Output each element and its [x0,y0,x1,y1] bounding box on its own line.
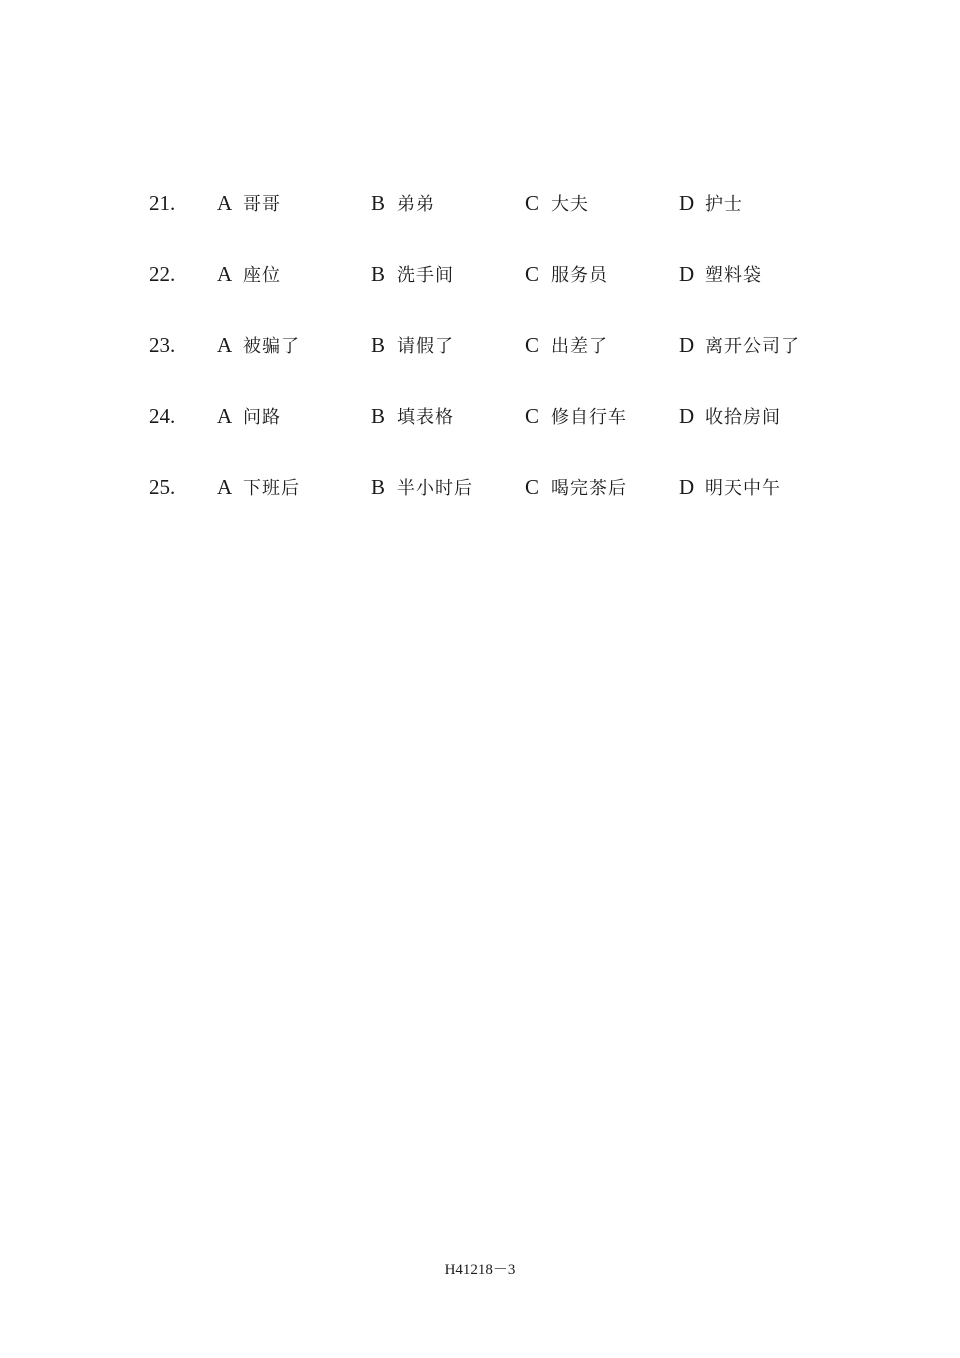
option-letter: C [525,262,540,286]
option-d [679,467,781,507]
option-d [679,325,800,365]
option-b [371,396,454,436]
option-letter: A [217,333,233,357]
question-number: 25. [149,475,176,499]
option-text: 出差了 [551,336,608,357]
option-text: 请假了 [397,336,454,357]
option-text: 洗手间 [397,265,454,286]
option-c [525,467,627,507]
question-row-23 [0,325,960,365]
option-letter: C [525,475,540,499]
question-row-24 [0,396,960,436]
option-letter: A [217,262,233,286]
option-letter: A [217,475,233,499]
option-text: 被骗了 [243,336,300,357]
option-text: 护士 [705,194,743,215]
option-text: 座位 [243,265,281,286]
option-text: 填表格 [397,407,454,428]
option-text: 下班后 [243,478,300,499]
option-text: 塑料袋 [705,265,762,286]
question-row-25 [0,467,960,507]
option-letter: A [217,191,233,215]
option-a [217,183,281,223]
option-letter: C [525,404,540,428]
option-b [371,467,473,507]
option-a [217,467,300,507]
option-text: 收拾房间 [705,407,781,428]
option-letter: D [679,475,695,499]
question-number: 24. [149,404,176,428]
option-letter: A [217,404,233,428]
option-d [679,396,781,436]
option-text: 问路 [243,407,281,428]
option-text: 服务员 [551,265,608,286]
option-text: 半小时后 [397,478,473,499]
option-d [679,254,762,294]
option-d [679,183,743,223]
option-letter: D [679,262,695,286]
question-row-21 [0,183,960,223]
option-letter: B [371,262,386,286]
option-c [525,183,589,223]
option-a [217,325,300,365]
option-text: 弟弟 [397,194,435,215]
option-letter: D [679,404,695,428]
page-footer-code: H41218－3 [444,1262,516,1278]
option-letter: C [525,191,540,215]
option-a [217,254,281,294]
option-a [217,396,281,436]
option-text: 喝完茶后 [551,478,627,499]
option-c [525,254,608,294]
question-number: 23. [149,333,176,357]
question-row-22 [0,254,960,294]
option-text: 明天中午 [705,478,781,499]
option-letter: B [371,475,386,499]
option-text: 哥哥 [243,194,281,215]
option-letter: B [371,333,386,357]
option-letter: D [679,191,695,215]
option-letter: D [679,333,695,357]
option-letter: B [371,191,386,215]
option-text: 离开公司了 [705,336,800,357]
option-c [525,325,608,365]
option-b [371,254,454,294]
option-b [371,325,454,365]
question-number: 21. [149,191,176,215]
option-letter: B [371,404,386,428]
option-c [525,396,627,436]
question-number: 22. [149,262,176,286]
option-b [371,183,435,223]
option-text: 大夫 [551,194,589,215]
option-letter: C [525,333,540,357]
option-text: 修自行车 [551,407,627,428]
